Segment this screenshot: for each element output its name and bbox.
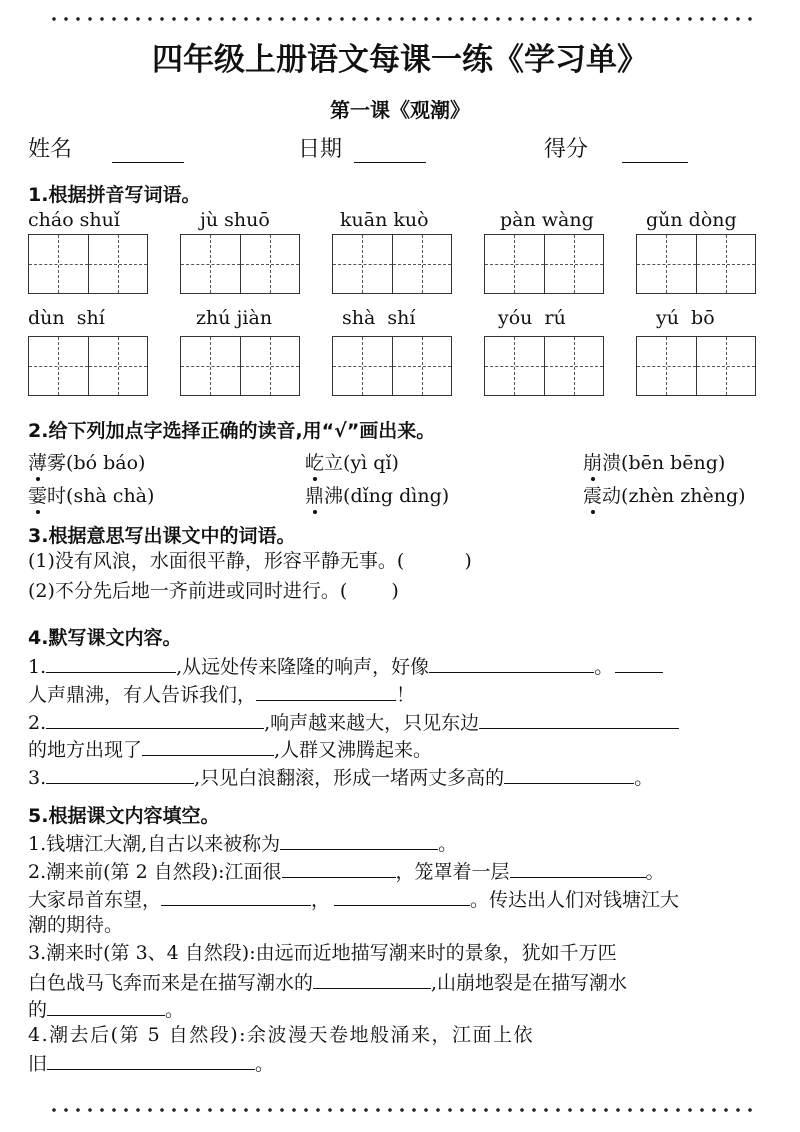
pinyin-label: jù shuō [200, 209, 270, 231]
date-input[interactable] [354, 140, 426, 163]
answer-blank[interactable] [142, 735, 274, 756]
answer-blank[interactable] [47, 995, 165, 1016]
date-label: 日期 [298, 137, 343, 162]
date-field [298, 132, 426, 163]
q3-item-2: (2)不分先后地一齐前进或同时进行。( ) [28, 580, 399, 602]
score-field [544, 132, 688, 163]
score-label: 得分 [544, 137, 589, 162]
student-info-row [28, 132, 788, 166]
reading-item[interactable]: 鼎沸(dǐng dìng) [305, 481, 449, 508]
q5-line: 白色战马飞奔而来是在描写潮水的 ,山崩地裂是在描写潮水 [28, 968, 627, 996]
lesson-subtitle: 第一课《观潮》 [330, 98, 470, 122]
writing-box[interactable] [28, 336, 148, 396]
pinyin-label: yú bō [656, 307, 715, 329]
pinyin-label: dùn shí [28, 307, 105, 329]
writing-box[interactable] [28, 234, 148, 294]
name-label: 姓名 [28, 137, 73, 162]
q5-heading: 5.根据课文内容填空。 [28, 805, 220, 827]
answer-blank[interactable] [46, 763, 194, 784]
pinyin-label: cháo shuǐ [28, 209, 120, 231]
q4-line: 2. ,响声越来越大，只见东边 [28, 708, 679, 736]
answer-blank[interactable] [161, 885, 311, 906]
answer-blank[interactable] [334, 885, 470, 906]
answer-blank[interactable] [46, 708, 264, 729]
writing-box[interactable] [332, 234, 452, 294]
writing-box[interactable] [484, 234, 604, 294]
answer-blank[interactable] [479, 708, 679, 729]
bottom-dotted-border [48, 1107, 753, 1113]
answer-blank[interactable] [429, 652, 594, 673]
reading-item[interactable]: 霎时(shà chà) [28, 481, 154, 508]
pinyin-label: gǔn dòng [646, 209, 737, 231]
q5-line: 4.潮去后(第 5 自然段):余波漫天卷地般涌来，江面上依 [28, 1024, 535, 1046]
writing-box[interactable] [180, 336, 300, 396]
answer-blank[interactable] [615, 652, 663, 673]
name-input[interactable] [112, 140, 184, 163]
q5-line: 1.钱塘江大潮,自古以来被称为 。 [28, 829, 457, 857]
answer-blank[interactable] [510, 857, 646, 878]
q2-heading: 2.给下列加点字选择正确的读音,用“√”画出来。 [28, 420, 436, 442]
answer-blank[interactable] [313, 968, 431, 989]
q4-heading: 4.默写课文内容。 [28, 627, 182, 649]
q4-line: 人声鼎沸，有人告诉我们， ！ [28, 680, 415, 708]
answer-blank[interactable] [47, 1049, 255, 1070]
writing-box[interactable] [180, 234, 300, 294]
page-title: 四年级上册语文每课一练《学习单》 [152, 42, 648, 78]
q3-heading: 3.根据意思写出课文中的词语。 [28, 525, 296, 547]
q5-line: 3.潮来时(第 3、4 自然段):由远而近地描写潮来时的景象，犹如千万匹 [28, 942, 617, 964]
top-dotted-border [48, 16, 753, 22]
q5-line: 大家昂首东望， ， 。传达出人们对钱塘江大 [28, 885, 679, 913]
score-input[interactable] [622, 140, 688, 163]
reading-item[interactable]: 震动(zhèn zhèng) [583, 481, 746, 508]
pinyin-label: kuān kuò [340, 209, 429, 231]
writing-box[interactable] [484, 336, 604, 396]
answer-blank[interactable] [282, 857, 396, 878]
q5-line: 的 。 [28, 995, 184, 1023]
q4-line: 的地方出现了 ,人群又沸腾起来。 [28, 735, 432, 763]
q3-item-1: (1)没有风浪，水面很平静，形容平静无事。( ) [28, 550, 472, 572]
pinyin-label: zhú jiàn [196, 307, 273, 329]
pinyin-label: yóu rú [498, 307, 566, 329]
answer-blank[interactable] [280, 829, 438, 850]
answer-blank[interactable] [504, 763, 634, 784]
pinyin-label: shà shí [342, 307, 416, 329]
reading-item[interactable]: 崩溃(bēn bēng) [583, 448, 725, 475]
pinyin-label: pàn wàng [500, 209, 594, 231]
answer-blank[interactable] [256, 680, 396, 701]
q5-line: 潮的期待。 [28, 914, 124, 936]
reading-item[interactable]: 屹立(yì qǐ) [305, 448, 399, 475]
q4-line: 3. ,只见白浪翻滚，形成一堵两丈多高的 。 [28, 763, 653, 791]
writing-box[interactable] [332, 336, 452, 396]
q1-heading: 1.根据拼音写词语。 [28, 184, 201, 206]
q4-line: 1. ,从远处传来隆隆的响声，好像 。 [28, 652, 663, 680]
q5-line: 旧 。 [28, 1049, 274, 1077]
writing-box[interactable] [636, 336, 756, 396]
reading-item[interactable]: 薄雾(bó báo) [28, 448, 145, 475]
writing-box[interactable] [636, 234, 756, 294]
q5-line: 2.潮来前(第 2 自然段):江面很 ，笼罩着一层 。 [28, 857, 665, 885]
name-field [28, 132, 184, 163]
answer-blank[interactable] [46, 652, 176, 673]
